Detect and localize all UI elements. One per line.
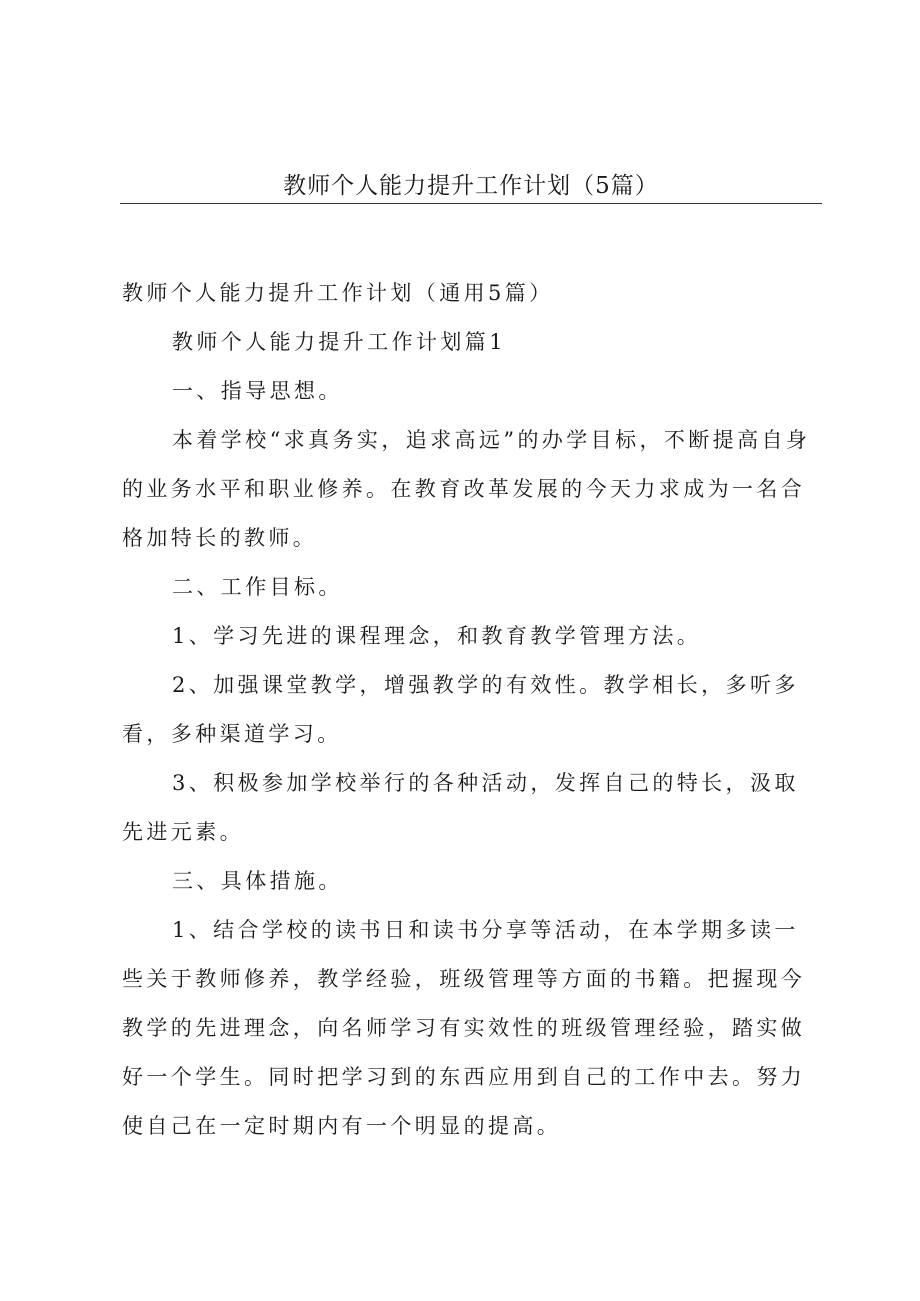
- section-heading-specific-measures: 三、具体措施。: [172, 869, 343, 893]
- section-heading-guiding-thought: 一、指导思想。: [172, 379, 343, 403]
- chapter-heading: 教师个人能力提升工作计划篇1: [172, 330, 506, 354]
- section-heading-work-goals: 二、工作目标。: [172, 575, 343, 599]
- goal-item-3: 3、积极参加学校举行的各种活动，发挥自己的特长，汲取先进元素。: [122, 771, 799, 844]
- paragraph-guiding-thought: 本着学校“求真务实，追求高远”的办学目标，不断提高自身的业务水平和职业修养。在教育改革发展的今天力求成为一名合格加特长的教师。: [122, 428, 811, 550]
- measure-item-1: 1、结合学校的读书日和读书分享等活动，在本学期多读一些关于教师修养，教学经验，班级管理等方面的书籍。把握现今教学的先进理念，向名师学习有实效性的班级管理经验，踏实做好一个学生。同时把学习到的东西应用到自己的工作中去。努力使自己在一定时期内有一个明显的提高。: [122, 918, 806, 1138]
- goal-item-2: 2、加强课堂教学，增强教学的有效性。教学相长，多听多看，多种渠道学习。: [122, 673, 799, 746]
- document-body: [122, 269, 822, 1151]
- document-subtitle: 教师个人能力提升工作计划（通用5篇）: [122, 281, 554, 305]
- title-underline: [120, 203, 822, 204]
- document-title: 教师个人能力提升工作计划（5篇）: [283, 173, 659, 199]
- goal-item-1: 1、学习先进的课程理念，和教育教学管理方法。: [172, 624, 702, 648]
